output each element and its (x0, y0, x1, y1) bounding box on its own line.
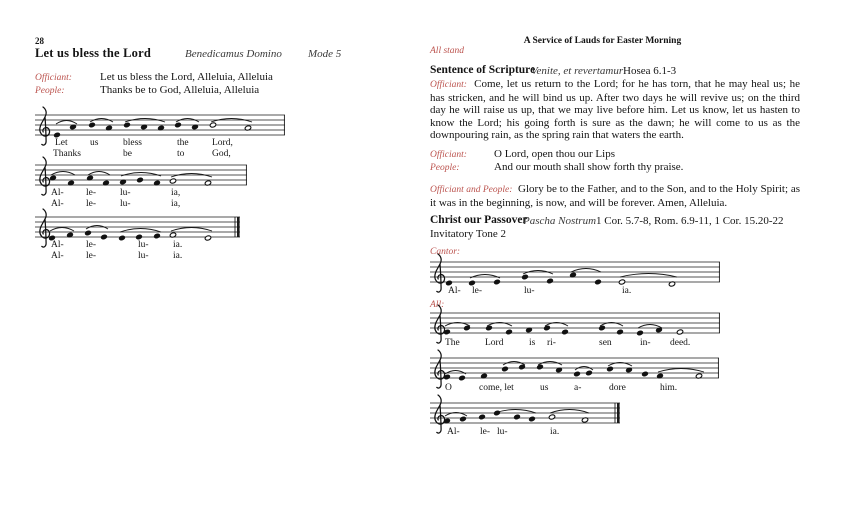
lyric-text: ia. (173, 240, 183, 250)
notehead (641, 371, 648, 377)
hymn-title-latin: Benedicamus Domino (185, 48, 282, 60)
lyric-text: Let (55, 138, 68, 148)
notehead (501, 366, 508, 372)
officiant-label: Officiant: (35, 73, 72, 83)
lyric-text: ia, (171, 199, 181, 209)
scripture-body: Come, let us return to the Lord; for he has torn, that he may heal us; he has stricken, and he will bind us up. After two days he will revive us; on the third day he will raise us up, that we may live before him. Let us know, let us hasten to know the Lord; his going forth is sure as the dawn; he will come to us as the downpouring rain, as the spring rain that waters the earth. (430, 78, 801, 142)
officiant-inline-label: Officiant: (430, 80, 467, 90)
notehead (100, 234, 107, 240)
notehead (174, 122, 181, 128)
lyric-text: bless (123, 138, 142, 148)
scripture-reference: Hosea 6.1-3 (623, 65, 677, 77)
lyric-text: Al- (51, 188, 64, 198)
page-header: A Service of Lauds for Easter Morning (523, 36, 682, 46)
passover-reference: 1 Cor. 5.7-8, Rom. 6.9-11, 1 Cor. 15.20-22 (596, 215, 784, 227)
cantor-rubric: Cantor: (430, 247, 461, 257)
people-label: People: (35, 86, 65, 96)
lyric-text: Al- (51, 240, 64, 250)
lyric-text: Thanks (53, 149, 81, 159)
lyric-text: Al- (448, 286, 461, 296)
notehead (521, 274, 528, 280)
notehead-open (204, 235, 211, 241)
slur (120, 229, 161, 233)
notehead-open (209, 122, 216, 128)
all-stand-rubric: All stand (430, 46, 465, 56)
hymn-title: Let us bless the Lord (35, 46, 152, 60)
slur (571, 269, 601, 273)
lyric-text: ia, (171, 188, 181, 198)
notehead (84, 230, 91, 236)
notehead (493, 410, 500, 416)
lyric-text: Al- (51, 199, 64, 209)
lyric-text: is (529, 338, 536, 348)
notehead (636, 330, 643, 336)
lyric-text: come, let (479, 383, 514, 393)
staff-svg-left-3 (33, 205, 246, 284)
officiant-versicle: Let us bless the Lord, Alleluia, Alleluia (100, 71, 273, 83)
notehead (478, 414, 485, 420)
lyric-text: lu- (497, 427, 508, 437)
final-barline (617, 403, 620, 423)
treble-clef-icon (435, 395, 445, 433)
gloria-text: Glory be to the Father, and to the Son, and to the Holy Spirit; as it was in the beginning, is now, and will be forever. Amen, Alleluia. (430, 183, 800, 209)
notehead (536, 364, 543, 370)
lyric-text: le- (86, 251, 97, 261)
slur (56, 121, 77, 125)
notehead (136, 177, 143, 183)
lyric-text: him. (660, 383, 678, 393)
notehead (594, 279, 601, 285)
notehead (458, 375, 465, 381)
lyric-text: lu- (138, 251, 149, 261)
slur (171, 228, 212, 232)
notehead-open (548, 414, 555, 420)
lyric-text: us (90, 138, 99, 148)
treble-clef-icon (40, 209, 50, 247)
scripture-paragraph (430, 78, 800, 142)
lyric-text: ri- (547, 338, 556, 348)
notehead (528, 416, 535, 422)
notehead (88, 122, 95, 128)
passover-title: Christ our Passover (430, 214, 528, 226)
staff-svg-right-4 (428, 391, 626, 460)
slur (638, 325, 662, 329)
notehead-open (169, 178, 176, 184)
notehead (505, 329, 512, 335)
lyric-text: lu- (138, 240, 149, 250)
lyric-text: God, (212, 149, 231, 159)
lyric-text: us (540, 383, 549, 393)
slur (51, 172, 75, 176)
lyric-text: deed. (670, 338, 691, 348)
music-staff-left-3 (33, 205, 246, 289)
notehead (485, 325, 492, 331)
slur (620, 274, 677, 278)
officiant-label: Officiant: (430, 150, 467, 160)
scripture-title: Sentence of Scripture (430, 64, 536, 76)
lyric-text: The (445, 338, 460, 348)
lyric-text: O (445, 383, 452, 393)
lyric-text: le- (86, 199, 97, 209)
notehead (616, 329, 623, 335)
lyric-text: le- (86, 240, 97, 250)
all-rubric: All: (430, 300, 445, 310)
officiant-versicle: O Lord, open thou our Lips (494, 148, 615, 160)
lyric-text: the (177, 138, 189, 148)
people-label: People: (430, 163, 460, 173)
notehead (606, 366, 613, 372)
lyric-text: ia. (173, 251, 183, 261)
notehead (459, 416, 466, 422)
lyric-text: dore (609, 383, 626, 393)
hymn-mode: Mode 5 (308, 48, 342, 60)
notehead (561, 329, 568, 335)
final-barline (237, 217, 240, 237)
notehead (598, 325, 605, 331)
lyric-text: Lord (485, 338, 504, 348)
notehead-open (618, 279, 625, 285)
treble-clef-icon (435, 254, 445, 292)
lyric-text: lu- (524, 286, 535, 296)
notehead (518, 364, 525, 370)
treble-clef-icon (435, 305, 445, 343)
notehead (543, 325, 550, 331)
notehead (153, 233, 160, 239)
notehead-open (676, 329, 683, 335)
notehead (513, 414, 520, 420)
music-staff-right-4 (428, 391, 626, 465)
slur (550, 410, 589, 414)
lyric-text: Al- (51, 251, 64, 261)
slur (121, 173, 161, 177)
people-versicle: And our mouth shall show forth thy praise. (494, 161, 684, 173)
notehead (585, 370, 592, 376)
slur (470, 275, 500, 279)
people-versicle: Thanks be to God, Alleluia, Alleluia (100, 84, 260, 96)
lyric-text: le- (480, 427, 491, 437)
passover-latin: Pascha Nostrum (523, 215, 597, 227)
lyric-text: ia. (622, 286, 632, 296)
treble-clef-icon (435, 350, 445, 388)
notehead (546, 278, 553, 284)
lyric-text: Lord, (212, 138, 233, 148)
slur (50, 228, 74, 232)
gloria-paragraph (430, 183, 800, 209)
slur (495, 410, 536, 414)
notehead (123, 122, 130, 128)
lyric-text: lu- (120, 188, 131, 198)
notehead (493, 279, 500, 285)
treble-clef-icon (40, 107, 50, 145)
invitatory-tone: Invitatory Tone 2 (430, 228, 507, 240)
scripture-latin: Venite, et revertamur (531, 65, 624, 77)
lyric-text: be (123, 149, 132, 159)
treble-clef-icon (40, 157, 50, 195)
officiant-and-people-label: Officiant and People: (430, 185, 513, 195)
lyric-text: ia. (550, 427, 560, 437)
notehead (463, 325, 470, 331)
lyric-text: a- (574, 383, 582, 393)
slur (445, 371, 466, 375)
notehead (573, 371, 580, 377)
lyric-text: to (177, 149, 185, 159)
slur (658, 369, 704, 373)
notehead (118, 235, 125, 241)
lyric-text: in- (640, 338, 651, 348)
lyric-text: lu- (120, 199, 131, 209)
page-number: 28 (35, 36, 44, 46)
lyric-text: le- (86, 188, 97, 198)
slur (88, 172, 110, 176)
lyric-text: sen (599, 338, 612, 348)
lyric-text: Al- (447, 427, 460, 437)
lyric-text: le- (472, 286, 483, 296)
